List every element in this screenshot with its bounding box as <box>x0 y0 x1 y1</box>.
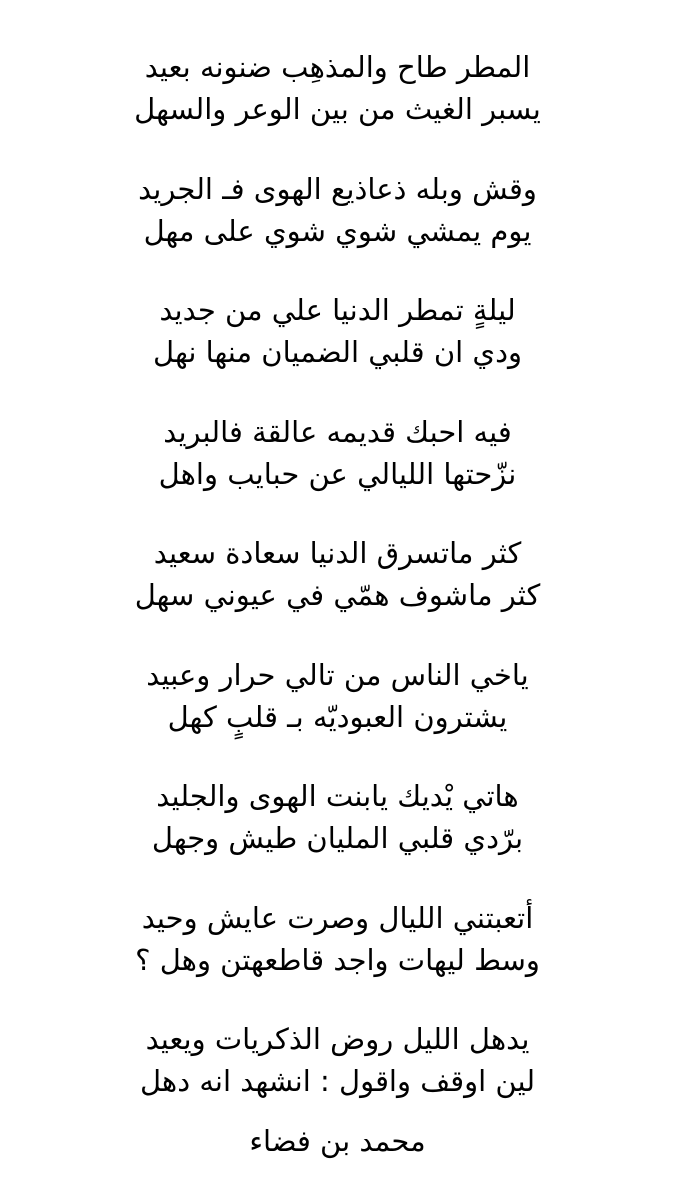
poem-stanza-9 <box>0 1018 675 1102</box>
poem-stanza-6 <box>0 654 675 738</box>
poem-line: أتعبتني الليال وصرت عايش وحيد <box>141 901 534 935</box>
poem-stanza-4 <box>0 411 675 495</box>
poem-stanza-7 <box>0 775 675 859</box>
poem-line: ياخي الناس من تالي حرار وعبيد <box>146 658 529 692</box>
poem-line: يشترون العبوديّه بـ قلبٍ كهل <box>167 700 508 734</box>
poem-line: يدهل الليل روض الذكريات ويعيد <box>145 1022 530 1056</box>
poem-line: برّدي قلبي المليان طيش وجهل <box>151 821 524 855</box>
poem-line: كثر ماتسرق الدنيا سعادة سعيد <box>153 536 522 570</box>
poem-line: نزّحتها الليالي عن حبايب واهل <box>158 457 517 491</box>
poem-author: محمد بن فضاء <box>249 1124 426 1158</box>
poem-line: ودي ان قلبي الضميان منها نهل <box>152 335 523 369</box>
poem-line: وسط ليهات واجد قاطعهتن وهل ؟ <box>135 943 540 977</box>
poem-stanza-8 <box>0 897 675 981</box>
poem-line: فيه احبك قديمه عالقة فالبريد <box>163 415 512 449</box>
poem-stanza-5 <box>0 532 675 616</box>
poem-stanza-2 <box>0 168 675 252</box>
poem-line: وقش وبله ذعاذيع الهوى فـ الجريد <box>138 172 537 206</box>
poem-line: كثر ماشوف همّي في عيوني سهل <box>134 578 541 612</box>
poem-line: لين اوقف واقول : انشهد انه دهل <box>139 1064 536 1098</box>
poem-line: ليلةٍ تمطر الدنيا علي من جديد <box>159 293 516 327</box>
poem-stanza-1 <box>0 46 675 130</box>
poem-line: يسبر الغيث من بين الوعر والسهل <box>134 92 541 126</box>
poem-line: يوم يمشي شوي شوي على مهل <box>143 214 532 248</box>
poem-line: المطر طاح والمذهِب ضنونه بعيد <box>144 50 531 84</box>
poem-stanza-3 <box>0 289 675 373</box>
poem-line: هاتي يْديك يابنت الهوى والجليد <box>156 779 519 813</box>
